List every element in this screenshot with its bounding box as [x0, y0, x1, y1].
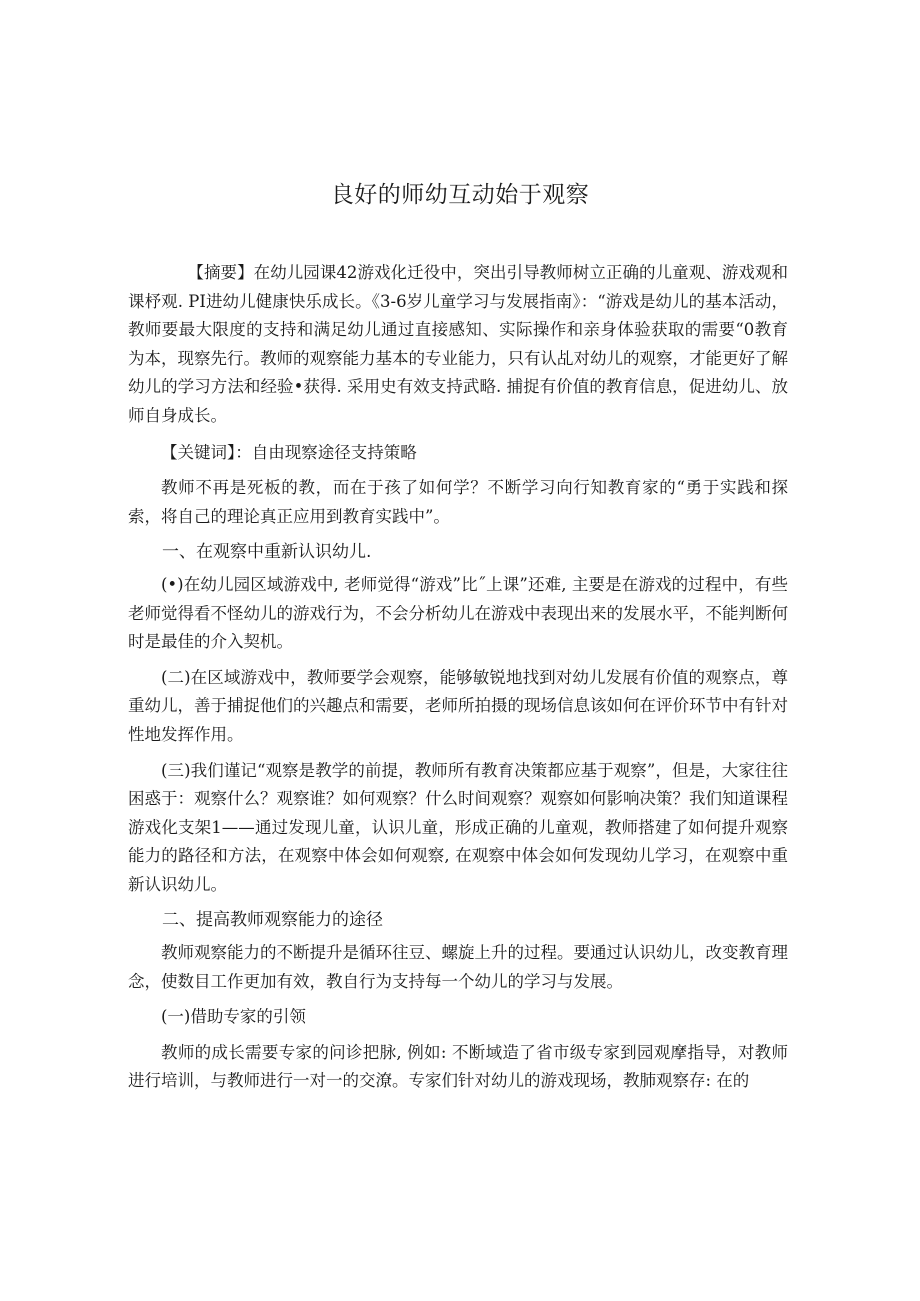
section2-paragraph-1: 教师观察能力的不断提升是循环往豆、螺旋上升的过程。要通过认识幼儿，改变教育理念，使数目工作更加有效，教自行为支持每一个幼儿的学习与发展。: [128, 943, 788, 991]
section-heading-2: 二、提高教师观察能力的途径: [162, 910, 383, 931]
section-heading-1: 一、在观察中重新认识幼儿.: [162, 542, 372, 563]
keywords-paragraph: 【关键词】：自由现察途径支持策略: [161, 442, 417, 462]
abstract-paragraph: 【摘要】在幼儿园课42游戏化迁役中，突出引导教师树立正确的儿童观、游戏观和课杼观. PI进幼儿健康快乐成长。《3-6岁儿童学习与发展指南》：“游戏是幼儿的基本活动，教师要最大限度的支持和满足幼儿通过直接感知、实际操作和亲身体验获取的需要“0教育为本，现察先行。教师的观察能力基本的专业能力，只有认乩对幼儿的观察，才能更好了解幼儿的学习方法和经验•获得. 采用史有效支持武略. 捕捉有价值的教育信息，促进幼儿、放师自身成长。: [128, 263, 788, 425]
intro-paragraph: 教师不再是死板的教，而在于孩了如何学？不断学习向行知教育家的“勇于实践和探索，将自己的理论真正应用到教育实践中”。: [128, 478, 788, 526]
section1-paragraph-2: (二)在区域游戏中，教师要学会观察，能够敏锐地找到对幼儿发展有价值的观察点，尊重幼儿，善于捕捉他们的兴趣点和需要，老师所拍摄的现场信息该如何在评价环节中有针对性地发挥作用。: [128, 667, 788, 744]
section1-paragraph-3: (三)我们谨记“观察是教学的前提，教师所有教育决策都应基于观察”，但是，大家往往困惑于：观察什么？观察谁？如何观察？什么时间观察？观察如何影响决策？我们知道课程游戏化支架1——通过发现儿童，认识儿童，形成正确的儿童观，教师搭建了如何提升观察能力的路径和方法，在观察中体会如何观察, 在观察中体会如何发现幼儿学习，在观察中重新认识幼儿。: [128, 760, 788, 894]
section2-subheading-1: (一)借助专家的引领: [161, 1007, 306, 1027]
section1-paragraph-1: (•)在幼儿园区域游戏中, 老师觉得“游戏”比˝上课”还难, 主要是在游戏的过程中，有些老师觉得看不怪幼儿的游戏行为，不会分析幼儿在游戏中表现出来的发展水平，不能判断何时是最佳的介入契机。: [128, 574, 788, 652]
document-title: 良好的师幼互动始于观察: [330, 182, 590, 208]
section2-paragraph-2: 教师的成长需要专家的问诊把脉, 例如: 不断域造了省市级专家到园观摩指导，对教师进行培训，与教师进行一对一的交潦。专家们针对幼儿的游戏现场，教肺观察存: 在的: [128, 1042, 788, 1091]
document-body: [128, 259, 788, 1096]
